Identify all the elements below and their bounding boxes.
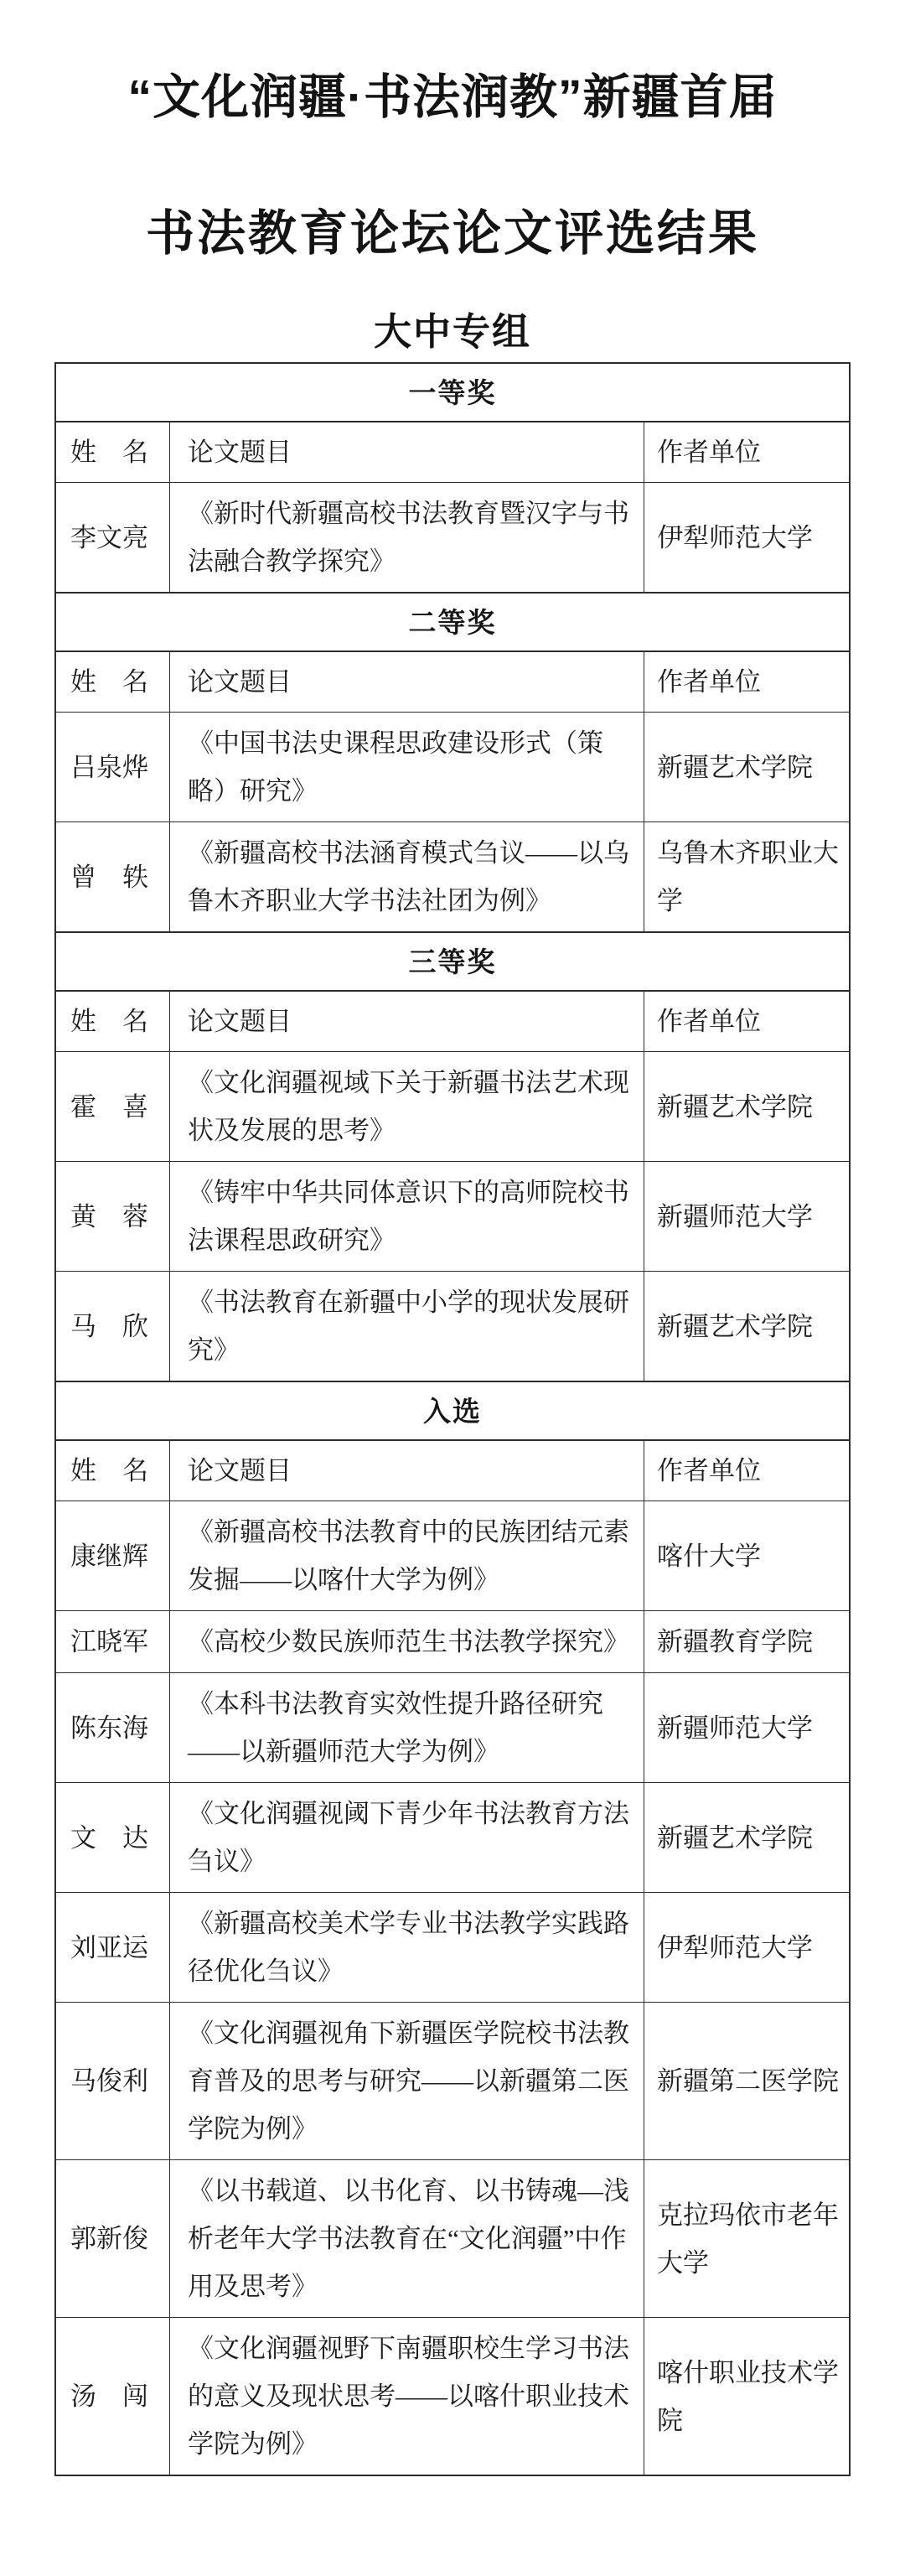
table-row — [56, 1501, 849, 1610]
award-section-row — [56, 1381, 849, 1439]
paper-title: 《文化润疆视阈下青少年书法教育方法刍议》 — [169, 1783, 644, 1892]
paper-title: 《高校少数民族师范生书法教学探究》 — [169, 1611, 644, 1672]
author-name: 曾 轶 — [70, 862, 148, 892]
award-section-label: 入选 — [423, 1395, 482, 1427]
paper-title: 《中国书法史课程思政建设形式（策略）研究》 — [169, 713, 644, 822]
author-name: 康继辉 — [70, 1541, 148, 1571]
table-row — [56, 482, 849, 592]
document-title-line-2: 书法教育论坛论文评选结果 — [145, 206, 759, 261]
name-column-header: 姓 名 — [70, 1007, 148, 1036]
column-header-row — [56, 650, 849, 712]
paper-title: 《文化润疆视角下新疆医学院校书法教育普及的思考与研究——以新疆第二医学院为例》 — [169, 2003, 644, 2159]
author-affiliation: 新疆教育学院 — [644, 1611, 852, 1672]
author-name: 陈东海 — [70, 1713, 148, 1743]
affiliation-column-header: 作者单位 — [644, 992, 852, 1051]
author-name: 霍 喜 — [70, 1091, 148, 1122]
author-name: 汤 闯 — [70, 2382, 148, 2411]
column-header-row — [56, 1439, 849, 1501]
table-row — [56, 1271, 849, 1381]
author-affiliation: 新疆师范大学 — [644, 1673, 852, 1782]
author-affiliation: 伊犁师范大学 — [644, 483, 852, 592]
author-affiliation: 新疆艺术学院 — [644, 1783, 852, 1892]
author-name: 文 达 — [70, 1822, 148, 1853]
award-section-row — [56, 931, 849, 990]
author-affiliation: 喀什大学 — [644, 1501, 852, 1610]
group-title: 大中专组 — [373, 310, 531, 353]
name-column-header: 姓 名 — [70, 1456, 148, 1485]
column-header-row — [56, 421, 849, 482]
affiliation-column-header: 作者单位 — [644, 422, 852, 482]
title-column-header: 论文题目 — [169, 992, 644, 1051]
title-column-header: 论文题目 — [169, 652, 644, 712]
table-row — [56, 1782, 849, 1892]
title-column-header: 论文题目 — [169, 422, 644, 482]
title-column-header: 论文题目 — [169, 1441, 644, 1501]
paper-title: 《文化润疆视域下关于新疆书法艺术现状及发展的思考》 — [169, 1052, 644, 1161]
paper-title: 《铸牢中华共同体意识下的高师院校书法课程思政研究》 — [169, 1162, 644, 1271]
author-name: 郭新俊 — [70, 2224, 148, 2253]
author-name: 马 欣 — [70, 1311, 148, 1341]
table-row — [56, 1161, 849, 1271]
author-name: 江晓军 — [70, 1627, 148, 1656]
author-affiliation: 克拉玛依市老年大学 — [644, 2160, 852, 2317]
paper-title: 《书法教育在新疆中小学的现状发展研究》 — [169, 1272, 644, 1381]
author-affiliation: 喀什职业技术学院 — [644, 2318, 852, 2475]
table-row — [56, 2317, 849, 2475]
paper-title: 《文化润疆视野下南疆职校生学习书法的意义及现状思考——以喀什职业技术学院为例》 — [169, 2318, 644, 2475]
author-affiliation: 新疆艺术学院 — [644, 1272, 852, 1381]
award-section-label: 一等奖 — [408, 376, 497, 408]
paper-title: 《新疆高校美术学专业书法教学实践路径优化刍议》 — [169, 1893, 644, 2002]
paper-title: 《新时代新疆高校书法教育暨汉字与书法融合教学探究》 — [169, 483, 644, 592]
name-column-header: 姓 名 — [70, 438, 148, 467]
author-name: 吕泉烨 — [70, 752, 148, 782]
award-section-row — [56, 364, 849, 421]
award-section-row — [56, 592, 849, 650]
table-row — [56, 1610, 849, 1672]
table-row — [56, 1051, 849, 1161]
author-name: 李文亮 — [70, 522, 148, 552]
author-affiliation: 新疆艺术学院 — [644, 713, 852, 822]
paper-title: 《以书载道、以书化育、以书铸魂—浅析老年大学书法教育在“文化润疆”中作用及思考》 — [169, 2160, 644, 2317]
table-row — [56, 822, 849, 931]
document-title-line-1: “文化润疆·书法润教”新疆首届 — [127, 70, 778, 124]
paper-title: 《新疆高校书法涵育模式刍议——以乌鲁木齐职业大学书法社团为例》 — [169, 822, 644, 931]
affiliation-column-header: 作者单位 — [644, 1441, 852, 1501]
paper-title: 《新疆高校书法教育中的民族团结元素发掘——以喀什大学为例》 — [169, 1501, 644, 1610]
author-affiliation: 伊犁师范大学 — [644, 1893, 852, 2002]
table-row — [56, 2159, 849, 2317]
award-section-label: 二等奖 — [408, 606, 497, 638]
author-affiliation: 乌鲁木齐职业大学 — [644, 822, 852, 931]
table-row — [56, 712, 849, 822]
name-column-header: 姓 名 — [70, 667, 148, 697]
table-row — [56, 1892, 849, 2002]
author-name: 刘亚运 — [70, 1932, 148, 1962]
author-affiliation: 新疆艺术学院 — [644, 1052, 852, 1161]
table-row — [56, 2002, 849, 2159]
author-affiliation: 新疆师范大学 — [644, 1162, 852, 1271]
paper-title: 《本科书法教育实效性提升路径研究——以新疆师范大学为例》 — [169, 1673, 644, 1782]
results-table — [54, 362, 851, 2476]
table-row — [56, 1672, 849, 1782]
author-affiliation: 新疆第二医学院 — [644, 2003, 852, 2159]
author-name: 马俊利 — [70, 2066, 148, 2096]
column-header-row — [56, 990, 849, 1051]
affiliation-column-header: 作者单位 — [644, 652, 852, 712]
author-name: 黄 蓉 — [70, 1201, 148, 1231]
award-section-label: 三等奖 — [408, 946, 497, 977]
